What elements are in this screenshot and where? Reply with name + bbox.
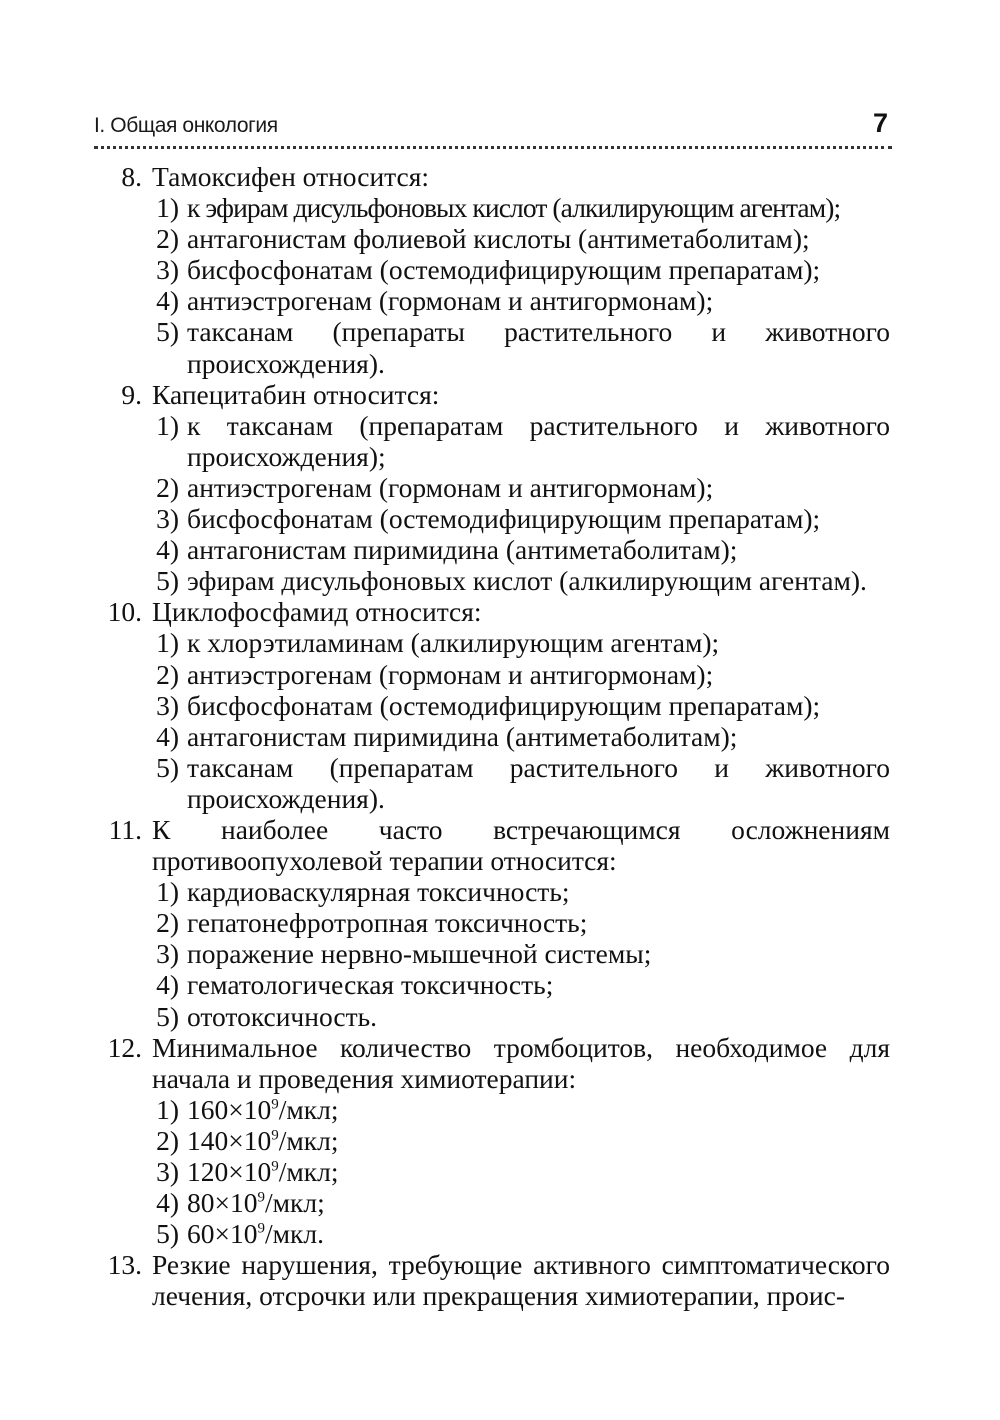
option-text: гепатонефротропная токсичность; [187, 907, 588, 939]
option-number: 2) [156, 1124, 179, 1156]
option-text: антагонистам пиримидина (антиметаболитам); [187, 720, 738, 752]
value-unit: /мкл; [265, 1187, 325, 1219]
answer-option [94, 907, 890, 938]
value-unit: /мкл. [265, 1218, 325, 1250]
value-unit: /мкл; [278, 1093, 339, 1125]
option-text: гематологическая токсичность; [187, 969, 554, 1001]
option-text: антагонистам пиримидина (антиметаболитам); [187, 534, 738, 566]
option-number: 1) [156, 876, 179, 908]
option-text: к хлорэтиламинам (алкилирующим агентам); [187, 627, 720, 659]
value-base: 80×10 [187, 1187, 258, 1219]
answer-option [94, 472, 890, 503]
answer-option [94, 938, 890, 969]
option-text: антиэстрогенам (гормонам и антигормонам); [187, 658, 714, 690]
value-base: 60×10 [187, 1218, 258, 1250]
question-text: Капецитабин относится: [152, 378, 440, 410]
answer-option [94, 254, 890, 285]
answer-option [94, 876, 890, 907]
answer-option [94, 1156, 890, 1187]
value-exponent: 9 [257, 1189, 266, 1206]
option-text [187, 1218, 890, 1249]
option-number: 2) [156, 907, 179, 939]
answer-option [94, 223, 890, 254]
option-number: 2) [156, 471, 179, 503]
answer-option [94, 503, 890, 534]
option-number: 1) [156, 1093, 179, 1125]
value-exponent: 9 [271, 1158, 279, 1175]
option-text: к эфирам дисульфоновых кислот (алкилирующим агентам); [187, 192, 841, 224]
option-text [187, 1187, 890, 1218]
header-dotted-rule [94, 146, 892, 149]
question-9 [94, 379, 890, 410]
option-number: 5) [156, 751, 179, 783]
question-text: Резкие нарушения, требующие активного симптоматического лечения, отсрочки или прекращения химиотерапии, проис- [152, 1249, 890, 1312]
answer-option [94, 721, 890, 752]
answer-option [94, 316, 890, 378]
answer-option [94, 285, 890, 316]
option-text: бисфосфонатам (остемодифицирующим препаратам); [187, 254, 821, 286]
option-number: 1) [156, 627, 179, 659]
option-number: 3) [156, 689, 179, 721]
option-number: 2) [156, 658, 179, 690]
option-number: 3) [156, 503, 179, 535]
option-text: к таксанам (препаратам растительного и животного происхождения); [187, 409, 890, 472]
option-text: антиэстрогенам (гормонам и антигормонам); [187, 471, 714, 503]
question-11 [94, 814, 890, 876]
answer-option [94, 410, 890, 472]
option-text: эфирам дисульфоновых кислот (алкилирующим агентам). [187, 565, 867, 597]
answer-option [94, 1218, 890, 1249]
question-number: 8. [121, 161, 142, 192]
option-number: 4) [156, 969, 179, 1001]
question-10 [94, 596, 890, 627]
running-head: I. Общая онкология [94, 114, 278, 137]
value-base: 120×10 [187, 1156, 272, 1187]
option-text: поражение нервно-мышечной системы; [187, 938, 652, 970]
value-base: 140×10 [187, 1124, 272, 1156]
answer-option [94, 1187, 890, 1218]
value-unit: /мкл; [278, 1156, 339, 1187]
option-number: 3) [156, 254, 179, 286]
option-number: 4) [156, 285, 179, 317]
question-12 [94, 1032, 890, 1094]
option-text [187, 1094, 890, 1125]
question-number: 11. [108, 813, 142, 845]
question-text: Минимальное количество тромбоцитов, необходимое для начала и проведения химиотерапии: [152, 1031, 890, 1094]
question-8 [94, 161, 890, 192]
option-number: 1) [156, 409, 179, 441]
question-list [94, 161, 890, 1311]
answer-option [94, 1094, 890, 1125]
answer-option [94, 969, 890, 1000]
question-text: Циклофосфамид относится: [152, 596, 482, 628]
page-header [94, 108, 892, 146]
option-text: кардиоваскулярная токсичность; [187, 876, 570, 908]
option-text: бисфосфонатам (остемодифицирующим препаратам); [187, 503, 821, 535]
option-text: антагонистам фолиевой кислоты (антиметаболитам); [187, 223, 810, 255]
option-text: антиэстрогенам (гормонам и антигормонам); [187, 285, 714, 317]
question-number: 12. [107, 1031, 142, 1063]
question-number: 13. [107, 1249, 142, 1281]
option-number: 5) [156, 316, 179, 348]
option-number: 4) [156, 534, 179, 566]
page-number: 7 [872, 108, 888, 138]
answer-option [94, 534, 890, 565]
option-text: таксанам (препараты растительного и животного происхождения). [187, 316, 890, 379]
option-number: 3) [156, 1156, 179, 1187]
option-text [187, 1156, 890, 1187]
answer-option [94, 627, 890, 658]
option-text: ототоксичность. [187, 1000, 378, 1032]
option-number: 3) [156, 938, 179, 970]
value-base: 160×10 [187, 1093, 272, 1125]
question-13 [94, 1249, 890, 1311]
answer-option [94, 659, 890, 690]
value-exponent: 9 [271, 1096, 279, 1113]
value-unit: /мкл; [278, 1124, 339, 1156]
option-number: 5) [156, 1000, 179, 1032]
answer-option [94, 192, 890, 223]
answer-option [94, 565, 890, 596]
option-text [187, 1125, 890, 1156]
answer-option [94, 752, 890, 814]
option-number: 5) [156, 1218, 179, 1250]
option-number: 1) [156, 192, 179, 224]
option-number: 5) [156, 565, 179, 597]
option-text: таксанам (препаратам растительного и животного происхождения). [187, 751, 890, 814]
question-number: 10. [107, 596, 142, 628]
question-number: 9. [121, 378, 142, 410]
value-exponent: 9 [271, 1127, 279, 1144]
option-number: 4) [156, 1187, 179, 1219]
option-text: бисфосфонатам (остемодифицирующим препаратам); [187, 689, 821, 721]
answer-option [94, 690, 890, 721]
question-text: Тамоксифен относится: [152, 161, 430, 192]
value-exponent: 9 [257, 1220, 266, 1237]
question-text: К наиболее часто встречающимся осложнениям противоопухолевой терапии относится: [152, 813, 890, 877]
option-number: 4) [156, 720, 179, 752]
option-number: 2) [156, 223, 179, 255]
answer-option [94, 1125, 890, 1156]
answer-option [94, 1001, 890, 1032]
